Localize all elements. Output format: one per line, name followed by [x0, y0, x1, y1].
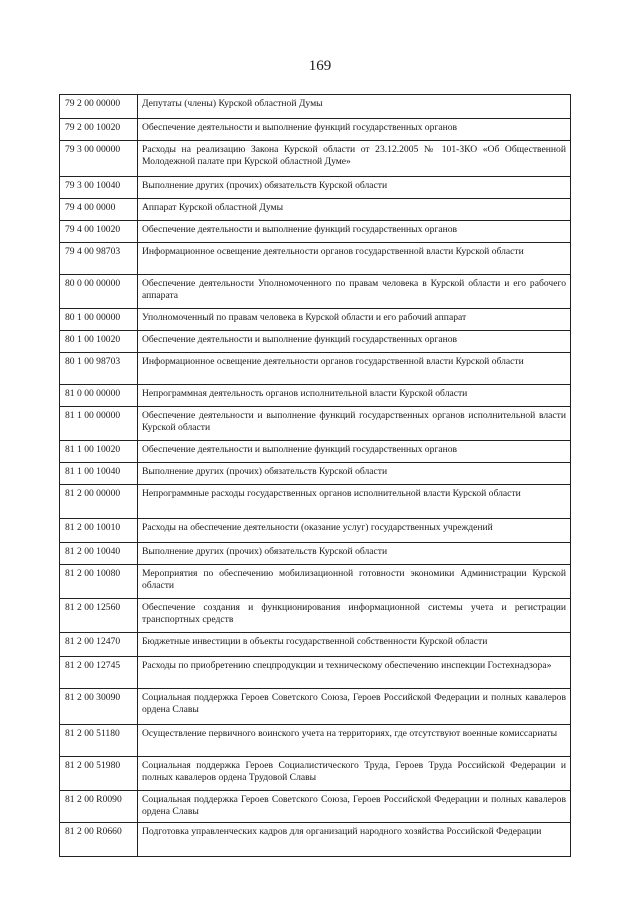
- row-code: 81 2 00 51980: [60, 757, 138, 791]
- table-row: [60, 221, 571, 243]
- row-code: 79 2 00 10020: [60, 119, 138, 141]
- row-code: 81 1 00 00000: [60, 407, 138, 441]
- table-row: [60, 331, 571, 353]
- row-name: Выполнение других (прочих) обязательств Курской области: [138, 463, 571, 485]
- row-code: 79 3 00 10040: [60, 177, 138, 199]
- row-code: 80 1 00 98703: [60, 353, 138, 385]
- row-name: Обеспечение деятельности и выполнение функций государственных органов: [138, 221, 571, 243]
- row-name: Социальная поддержка Героев Советского Союза, Героев Российской Федерации и полных кавалеров ордена Славы: [138, 689, 571, 725]
- row-name: Непрограммные расходы государственных органов исполнительной власти Курской области: [138, 485, 571, 519]
- row-name: Социальная поддержка Героев Советского Союза, Героев Российской Федерации и полных кавалеров ордена Славы: [138, 791, 571, 823]
- row-code: 81 2 00 12470: [60, 633, 138, 657]
- row-name: Аппарат Курской областной Думы: [138, 199, 571, 221]
- row-name: Социальная поддержка Героев Социалистического Труда, Героев Труда Российской Федерации и полных кавалеров ордена Трудовой Славы: [138, 757, 571, 791]
- table-row: [60, 119, 571, 141]
- row-code: 80 1 00 00000: [60, 309, 138, 331]
- table-row: [60, 441, 571, 463]
- row-name: Непрограммная деятельность органов исполнительной власти Курской области: [138, 385, 571, 407]
- row-code: 81 2 00 00000: [60, 485, 138, 519]
- row-code: 81 0 00 00000: [60, 385, 138, 407]
- table-row: [60, 385, 571, 407]
- row-name: Информационное освещение деятельности органов государственной власти Курской области: [138, 353, 571, 385]
- row-name: Расходы по приобретению спецпродукции и техническому обеспечению инспекции Гостехнадзора»: [138, 657, 571, 689]
- row-code: 81 1 00 10020: [60, 441, 138, 463]
- table-row: [60, 275, 571, 309]
- row-name: Подготовка управленческих кадров для организаций народного хозяйства Российской Федерации: [138, 823, 571, 857]
- table-row: [60, 177, 571, 199]
- budget-code-table: [59, 94, 571, 857]
- row-name: Осуществление первичного воинского учета на территориях, где отсутствуют военные комиссариаты: [138, 725, 571, 757]
- table-row: [60, 657, 571, 689]
- row-name: Обеспечение создания и функционирования информационной системы учета и регистрации транспортных средств: [138, 599, 571, 633]
- row-code: 81 2 00 R0090: [60, 791, 138, 823]
- row-name: Выполнение других (прочих) обязательств Курской области: [138, 177, 571, 199]
- row-code: 79 4 00 98703: [60, 243, 138, 275]
- row-name: Расходы на обеспечение деятельности (оказание услуг) государственных учреждений: [138, 519, 571, 543]
- table-row: [60, 407, 571, 441]
- row-code: 81 2 00 12745: [60, 657, 138, 689]
- table-row: [60, 543, 571, 565]
- table-row: [60, 791, 571, 823]
- row-name: Обеспечение деятельности и выполнение функций государственных органов исполнительной власти Курской области: [138, 407, 571, 441]
- table-row: [60, 725, 571, 757]
- table-row: [60, 565, 571, 599]
- row-code: 81 2 00 12560: [60, 599, 138, 633]
- table-row: [60, 757, 571, 791]
- row-code: 81 2 00 10040: [60, 543, 138, 565]
- table-row: [60, 823, 571, 857]
- table-row: [60, 599, 571, 633]
- row-code: 81 1 00 10040: [60, 463, 138, 485]
- row-code: 79 2 00 00000: [60, 95, 138, 119]
- table-row: [60, 243, 571, 275]
- row-code: 79 4 00 0000: [60, 199, 138, 221]
- table-row: [60, 689, 571, 725]
- row-code: 79 4 00 10020: [60, 221, 138, 243]
- row-code: 81 2 00 51180: [60, 725, 138, 757]
- row-name: Обеспечение деятельности и выполнение функций государственных органов: [138, 331, 571, 353]
- row-code: 81 2 00 R0660: [60, 823, 138, 857]
- row-code: 79 3 00 00000: [60, 141, 138, 177]
- table-row: [60, 141, 571, 177]
- row-code: 80 1 00 10020: [60, 331, 138, 353]
- table-row: [60, 353, 571, 385]
- page-number: 169: [308, 58, 332, 74]
- row-name: Депутаты (члены) Курской областной Думы: [138, 95, 571, 119]
- row-name: Обеспечение деятельности и выполнение функций государственных органов: [138, 119, 571, 141]
- row-name: Расходы на реализацию Закона Курской области от 23.12.2005 № 101-ЗКО «Об Общественной Молодежной палате при Курской областной Думе»: [138, 141, 571, 177]
- row-code: 81 2 00 30090: [60, 689, 138, 725]
- row-code: 81 2 00 10010: [60, 519, 138, 543]
- table-row: [60, 95, 571, 119]
- table-row: [60, 463, 571, 485]
- row-code: 80 0 00 00000: [60, 275, 138, 309]
- table-row: [60, 199, 571, 221]
- row-name: Выполнение других (прочих) обязательств Курской области: [138, 543, 571, 565]
- row-name: Обеспечение деятельности Уполномоченного по правам человека в Курской области и его рабочего аппарата: [138, 275, 571, 309]
- table-body: [60, 95, 571, 857]
- row-code: 81 2 00 10080: [60, 565, 138, 599]
- row-name: Обеспечение деятельности и выполнение функций государственных органов: [138, 441, 571, 463]
- row-name: Информационное освещение деятельности органов государственной власти Курской области: [138, 243, 571, 275]
- table-row: [60, 519, 571, 543]
- row-name: Уполномоченный по правам человека в Курской области и его рабочий аппарат: [138, 309, 571, 331]
- table-row: [60, 633, 571, 657]
- row-name: Мероприятия по обеспечению мобилизационной готовности экономики Администрации Курской области: [138, 565, 571, 599]
- table-row: [60, 485, 571, 519]
- row-name: Бюджетные инвестиции в объекты государственной собственности Курской области: [138, 633, 571, 657]
- table-row: [60, 309, 571, 331]
